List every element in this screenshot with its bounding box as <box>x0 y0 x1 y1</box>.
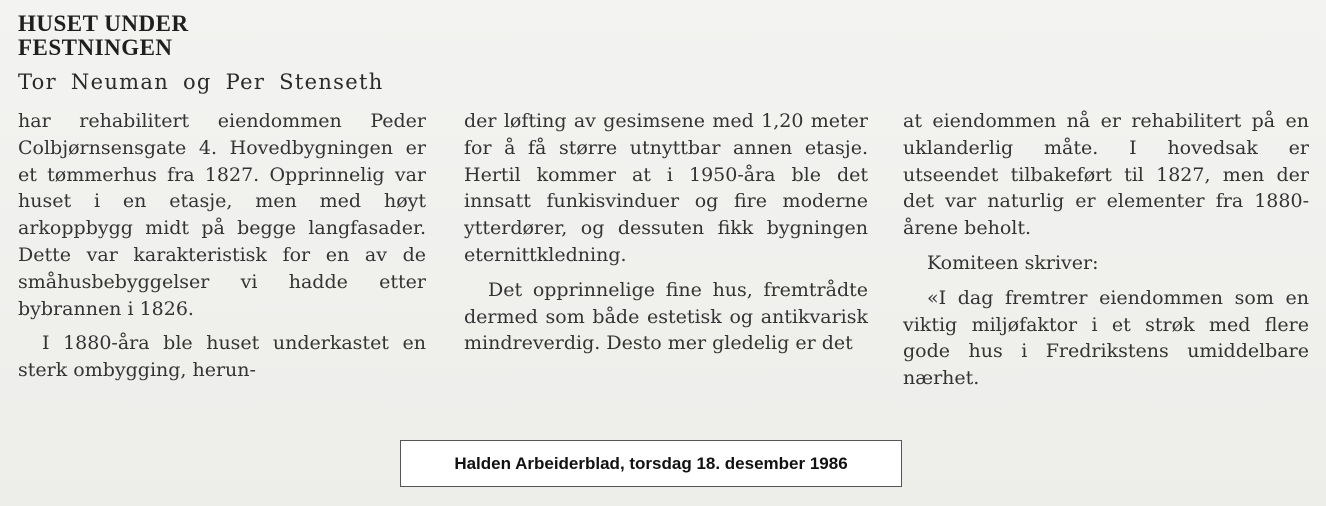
headline-line-2: FESTNINGEN <box>18 35 173 60</box>
source-caption-box <box>400 440 902 487</box>
paragraph: har rehabilitert eiendommen Peder Colbjørnsensgate 4. Hovedbygningen er et tømmerhus fra 1827. Opprinnelig var huset i en etasje, men med høyt arkoppbygg midt på begge langfasader. Dette var karakteristisk for en av de småhusbebyggelser vi hadde etter bybrannen i 1826. <box>18 110 426 320</box>
source-caption: Halden Arbeiderblad, torsdag 18. desember 1986 <box>454 453 848 473</box>
article-column-3 <box>903 108 1309 392</box>
paragraph: I 1880-åra ble huset underkastet en sterk ombygging, herun- <box>18 332 426 382</box>
paragraph: at eiendommen nå er rehabilitert på en uklanderlig måte. I hovedsak er utseendet tilbakeført til 1827, men der det var naturlig er elementer fra 1880-årene beholt. <box>903 110 1309 240</box>
article-headline <box>18 12 189 60</box>
headline-line-1: HUSET UNDER <box>18 11 189 36</box>
paragraph: «I dag fremtrer eiendommen som en viktig miljøfaktor i et strøk med flere gode hus i Fredrikstens umiddelbare nærhet. <box>903 286 1309 390</box>
article-byline: Tor Neuman og Per Stenseth <box>18 70 384 94</box>
paragraph: Komiteen skriver: <box>927 251 1099 274</box>
article-column-1 <box>18 108 426 384</box>
article-column-2 <box>464 108 868 357</box>
paragraph: der løfting av gesimsene med 1,20 meter for å få større utnyttbar annen etasje. Hertil kommer at i 1950-åra ble det innsatt funkisvinduer og fire moderne ytterdører, og dessuten fikk bygningen eternittkledning. <box>464 110 868 266</box>
paragraph: Det opprinnelige fine hus, fremtrådte dermed som både estetisk og antikvarisk mindreverdig. Desto mer gledelig er det <box>464 278 868 355</box>
